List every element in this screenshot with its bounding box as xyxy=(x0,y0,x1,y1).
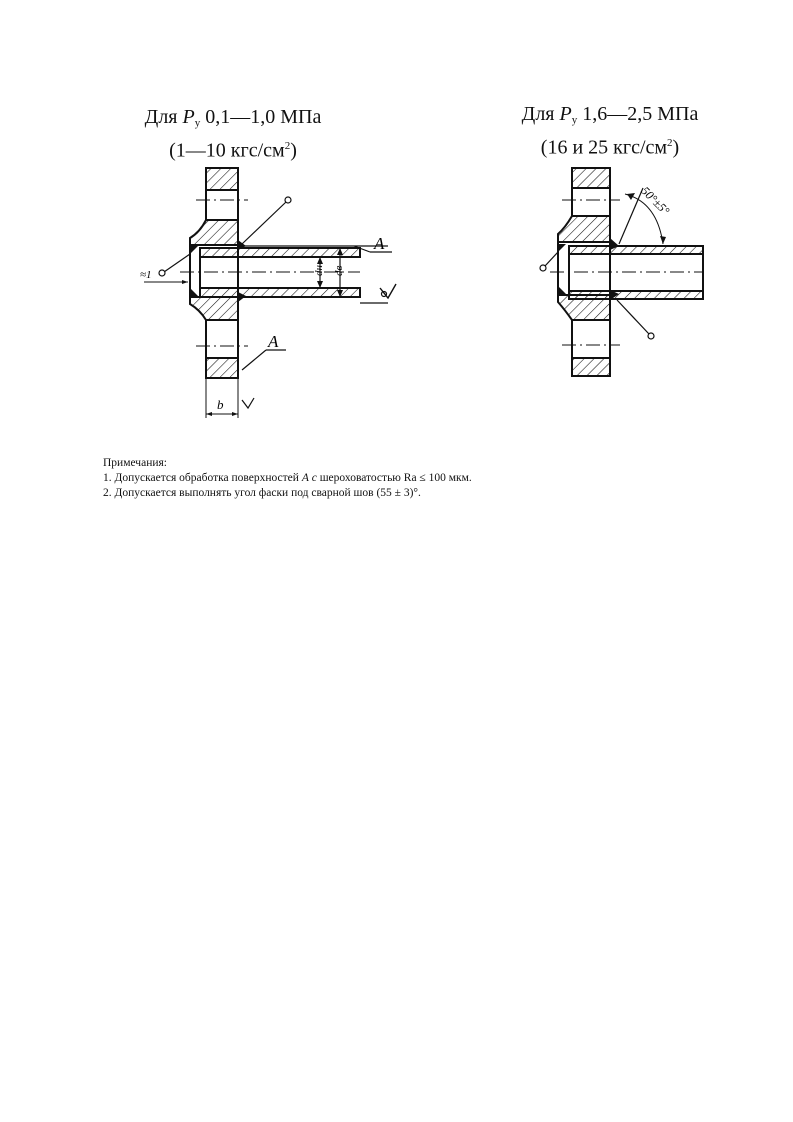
label-surface-a-top: A xyxy=(374,234,385,253)
flange-upper-bolt-hole xyxy=(206,190,238,220)
flange-lower-outer-section xyxy=(572,358,610,376)
flange-upper-hub xyxy=(558,216,610,242)
flange-lower-bolt-hole xyxy=(206,320,238,358)
right-flange-drawing xyxy=(525,160,725,385)
flange-upper-hub xyxy=(190,220,238,245)
label-surface-a-bottom: A xyxy=(268,332,279,351)
flange-lower-outer-section xyxy=(206,358,238,378)
right-caption-line2: (16 и 25 кгс/$см^2$) xyxy=(540,136,680,159)
note-1: 1. Допускается обработка поверхностей А с шероховатостью Ra ≤ 100 мкм. xyxy=(103,472,472,484)
flange-upper-bolt-hole xyxy=(572,188,610,216)
pipe-lower-wall xyxy=(569,291,703,299)
pipe-upper-wall xyxy=(200,248,360,257)
pipe-lower-wall xyxy=(200,288,360,297)
notes-heading: Примечания: xyxy=(103,457,167,469)
flange-upper-outer-section xyxy=(206,168,238,190)
flange-upper-outer-section xyxy=(572,168,610,188)
left-caption-line1: Для $P_у$ 0,1—1,0 МПа xyxy=(144,106,322,129)
roughness-symbol-bottom xyxy=(242,398,254,408)
label-gap: ≈1 xyxy=(140,269,152,281)
left-flange-drawing xyxy=(130,160,400,425)
label-dn: dн xyxy=(313,265,325,276)
left-figure-caption xyxy=(118,106,348,163)
label-dv: dв xyxy=(333,265,345,276)
notes-block xyxy=(103,456,703,501)
right-figure-caption xyxy=(495,103,725,160)
flange-lower-bolt-hole xyxy=(572,320,610,358)
flange-lower-hub xyxy=(190,297,238,320)
note-2: 2. Допускается выполнять угол фаски под сварной шов (55 ± 3)°. xyxy=(103,487,421,499)
pipe-upper-wall xyxy=(569,246,703,254)
label-angle: 50°±5° xyxy=(638,183,673,218)
left-caption-line2: (1—10 кгс/$см^2$) xyxy=(169,139,297,162)
right-caption-line1: Для $P_у$ 1,6—2,5 МПа xyxy=(521,103,699,126)
label-b: b xyxy=(217,397,224,412)
